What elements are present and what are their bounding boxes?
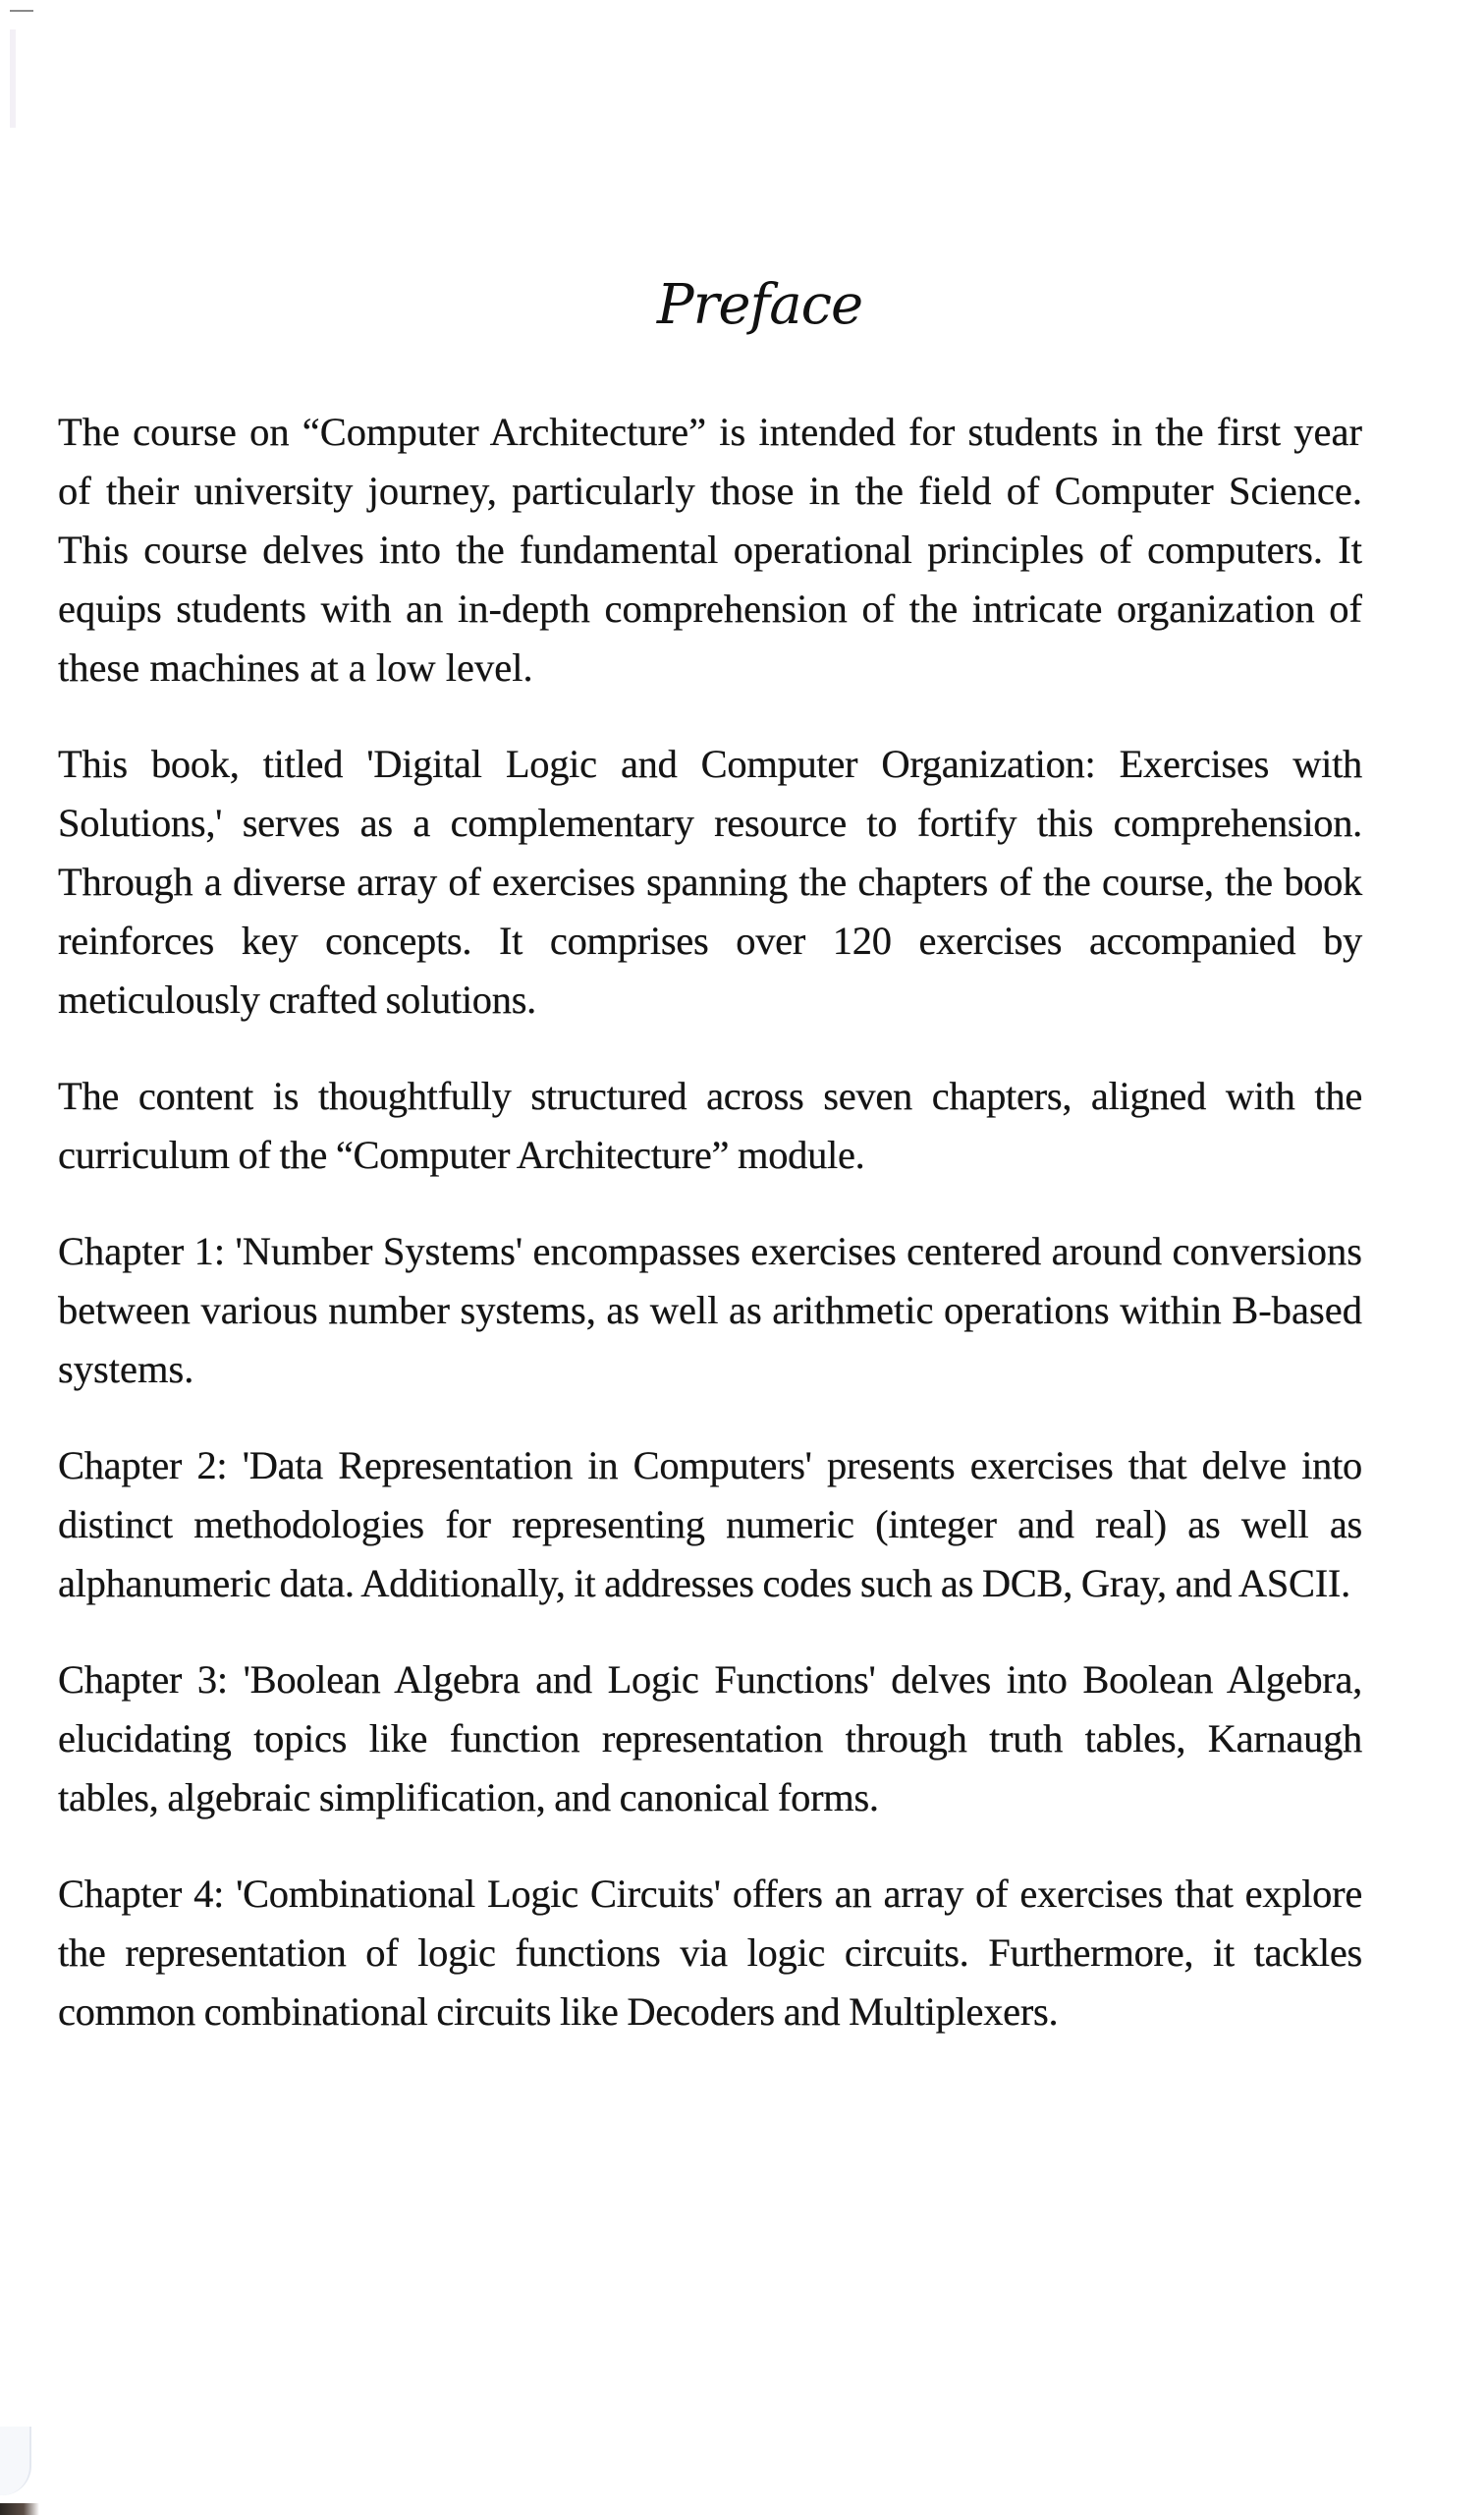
page-curl-shadow: [0, 2427, 31, 2495]
page-title: Preface: [656, 273, 863, 337]
paragraph-structure: The content is thoughtfully structured across seven chapters, aligned with the curriculum of the “Computer Architecture” module.: [58, 1074, 1362, 1177]
scan-edge-mark: [10, 10, 33, 12]
paragraph-book-description: This book, titled 'Digital Logic and Computer Organization: Exercises with Solutions,' serves as a complementary resource to fortify this comprehension. Through a diverse array of exercises spanning the chapters of the course, the book reinforces key concepts. It comprises over 120 exercises accompanied by meticulously crafted solutions.: [58, 742, 1362, 1022]
paragraph-chapter-4: Chapter 4: 'Combinational Logic Circuits' offers an array of exercises that explore the representation of logic functions via logic circuits. Furthermore, it tackles common combinational circuits like Decoders and Multiplexers.: [58, 1872, 1362, 2034]
preface-body: [58, 403, 1362, 2079]
paragraph-chapter-1: Chapter 1: 'Number Systems' encompasses exercises centered around conversions between various number systems, as well as arithmetic operations within B-based systems.: [58, 1229, 1362, 1391]
paragraph-chapter-2: Chapter 2: 'Data Representation in Computers' presents exercises that delve into distinct methodologies for representing numeric (integer and real) as well as alphanumeric data. Additionally, it addresses codes such as DCB, Gray, and ASCII.: [58, 1443, 1362, 1605]
scan-shadow: [10, 29, 16, 128]
scan-corner-mark: [0, 2503, 39, 2515]
paragraph-chapter-3: Chapter 3: 'Boolean Algebra and Logic Functions' delves into Boolean Algebra, elucidating topics like function representation through truth tables, Karnaugh tables, algebraic simplification, and canonical forms.: [58, 1657, 1362, 1819]
paragraph-intro: The course on “Computer Architecture” is intended for students in the first year of their university journey, particularly those in the field of Computer Science. This course delves into the fundamental operational principles of computers. It equips students with an in-depth comprehension of the intricate organization of these machines at a low level.: [58, 410, 1362, 690]
